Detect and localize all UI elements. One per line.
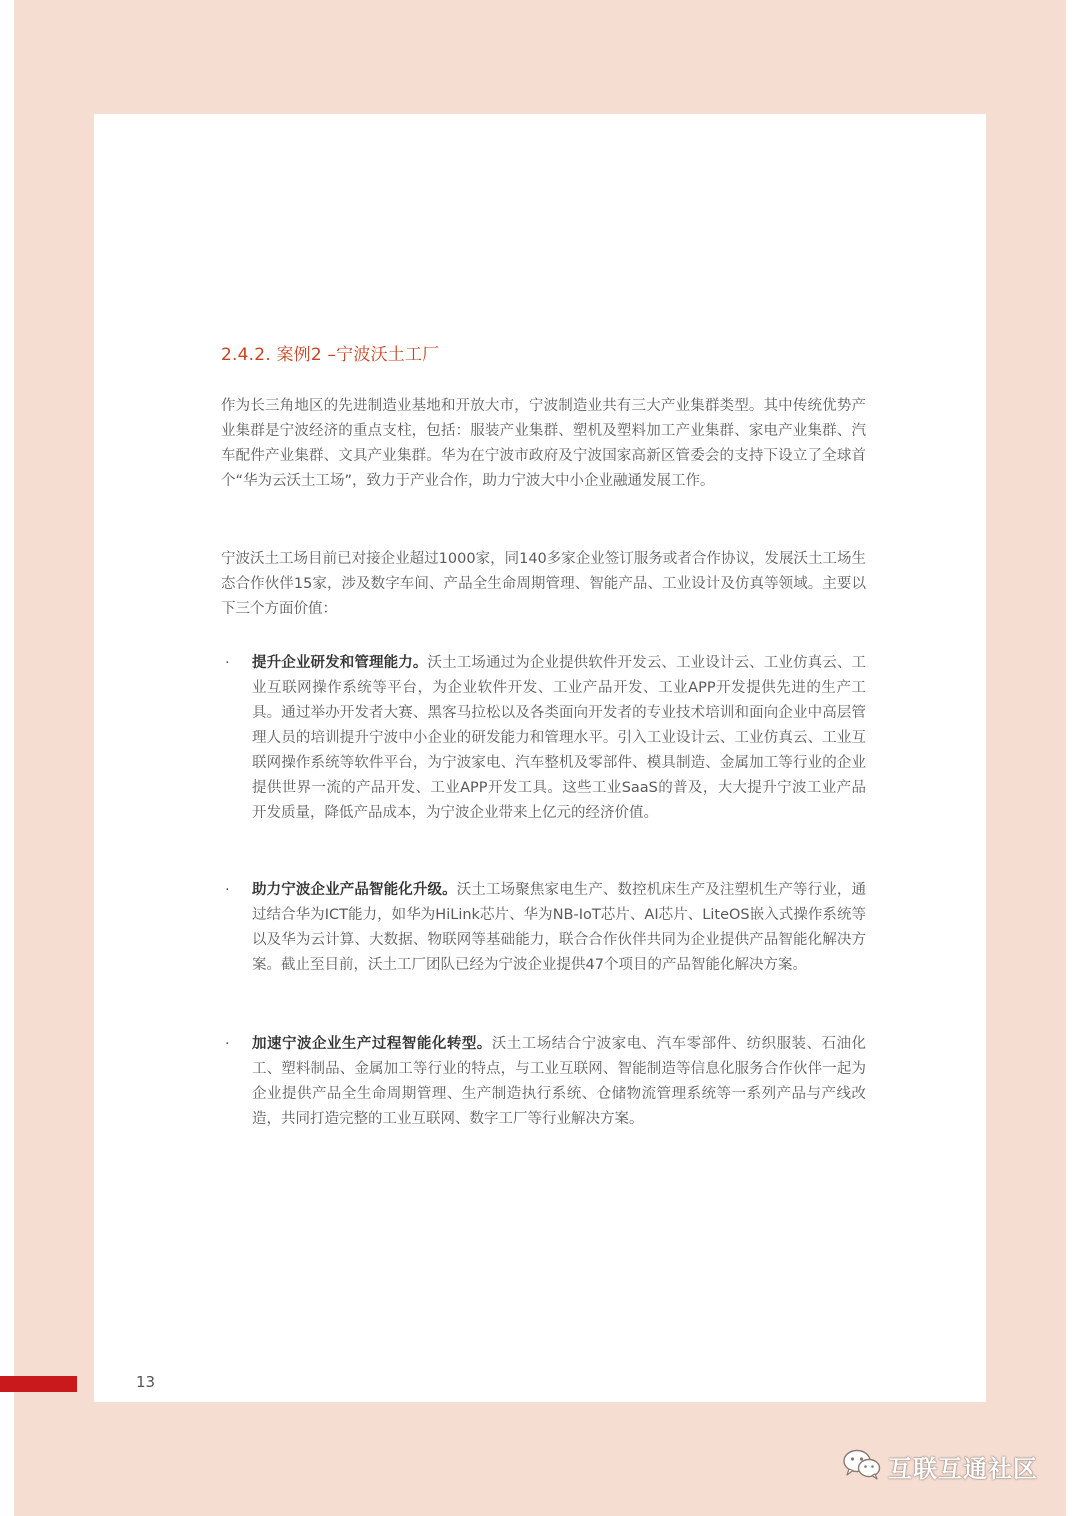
bullet-text xyxy=(252,651,866,826)
bullet-body: 沃土工场聚焦家电生产、数控机床生产及注塑机生产等行业，通过结合华为ICT能力，如华为HiLink芯片、华为NB-IoT芯片、AI芯片、LiteOS嵌入式操作系统等以及华为云计算、大数据、物联网等基础能力，联合合作伙伴共同为企业提供产品智能化解决方案。截止至目前，沃土工厂团队已经为宁波企业提供47个项目的产品智能化解决方案。 xyxy=(252,882,867,973)
bullet-marker: · xyxy=(225,1036,230,1052)
wechat-icon xyxy=(842,1448,882,1484)
bullet-body: 沃土工场通过为企业提供软件开发云、工业设计云、工业仿真云、工业互联网操作系统等平台，为企业软件开发、工业产品开发、工业APP开发提供先进的生产工具。通过举办开发者大赛、黑客马拉松以及各类面向开发者的专业技术培训和面向企业中高层管理人员的培训提升宁波中小企业的研发能力和管理水平。引入工业设计云、工业仿真云、工业互联网操作系统等软件平台，为宁波家电、汽车整机及零部件、模具制造、金属加工等行业的企业提供世界一流的产品开发、工业APP开发工具。这些工业SaaS的普及，大大提升宁波工业产品开发质量，降低产品成本，为宁波企业带来上亿元的经济价值。 xyxy=(252,655,867,821)
watermark xyxy=(842,1448,1038,1484)
bullet-marker: · xyxy=(225,655,230,671)
paragraph-summary: 宁波沃土工场目前已对接企业超过1000家，同140多家企业签订服务或者合作协议，发展沃土工场生态合作伙伴15家，涉及数字车间、产品全生命周期管理、智能产品、工业设计及仿真等领域。主要以下三个方面价值： xyxy=(221,551,866,617)
watermark-text: 互联互通社区 xyxy=(888,1454,1038,1483)
page-number: 13 xyxy=(136,1373,156,1391)
bullet-text xyxy=(252,1032,866,1132)
left-margin-strip xyxy=(0,0,14,1516)
bullet-item-rd-management xyxy=(221,651,866,826)
paragraph-intro: 作为长三角地区的先进制造业基地和开放大市，宁波制造业共有三大产业集群类型。其中传统优势产业集群是宁波经济的重点支柱，包括：服装产业集群、塑机及塑料加工产业集群、家电产业集群、汽车配件产业集群、文具产业集群。华为在宁波市政府及宁波国家高新区管委会的支持下设立了全球首个“华为云沃土工场”，致力于产业合作，助力宁波大中小企业融通发展工作。 xyxy=(221,398,866,489)
bullet-item-product-intelligence xyxy=(221,878,866,978)
page-number-bar xyxy=(0,1376,77,1392)
bullet-heading: 助力宁波企业产品智能化升级。 xyxy=(252,882,457,898)
bullet-item-production-transformation xyxy=(221,1032,866,1132)
bullet-body: 沃土工场结合宁波家电、汽车零部件、纺织服装、石油化工、塑料制品、金属加工等行业的特点，与工业互联网、智能制造等信息化服务合作伙伴一起为企业提供产品全生命周期管理、生产制造执行系统、仓储物流管理系统等一系列产品与产线改造，共同打造完整的工业互联网、数字工厂等行业解决方案。 xyxy=(252,1036,867,1127)
bullet-heading: 加速宁波企业生产过程智能化转型。 xyxy=(252,1036,492,1052)
bullet-marker: · xyxy=(225,882,230,898)
section-title: 2.4.2. 案例2 –宁波沃土工厂 xyxy=(221,345,440,365)
right-margin-strip xyxy=(1066,0,1080,1516)
bullet-text xyxy=(252,878,866,978)
page-sheet xyxy=(94,114,986,1402)
bullet-heading: 提升企业研发和管理能力。 xyxy=(252,655,428,671)
